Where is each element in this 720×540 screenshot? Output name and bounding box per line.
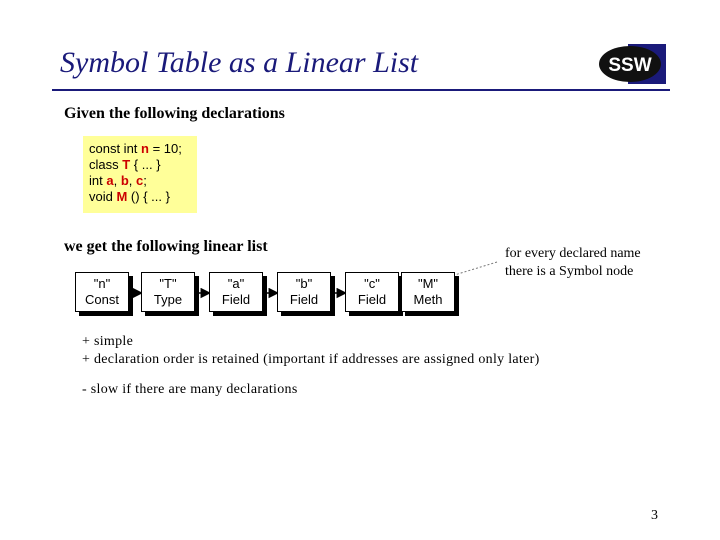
declaration-line: const int n = 10; — [89, 141, 182, 156]
pro-item: + declaration order is retained (important if addresses are assigned only later) — [82, 352, 540, 367]
logo-text: SSW — [608, 55, 652, 76]
con-item: - slow if there are many declarations — [82, 382, 298, 397]
pro-item: + simple — [82, 334, 134, 349]
pros-list — [82, 333, 540, 369]
page-number: 3 — [651, 508, 658, 523]
symbol-node: "a" Field — [209, 272, 263, 312]
note-pointer — [448, 262, 497, 277]
declaration-line: class T { ... } — [89, 157, 161, 172]
symbol-node: "b" Field — [277, 272, 331, 312]
cons-list — [82, 381, 298, 399]
symbol-node: "c" Field — [345, 272, 399, 312]
symbol-node: "M" Meth — [401, 272, 455, 312]
symbol-node: "n" Const — [75, 272, 129, 312]
symbol-node: "T" Type — [141, 272, 195, 312]
slide-title: Symbol Table as a Linear List — [60, 46, 419, 79]
declaration-line: void M () { ... } — [89, 189, 170, 204]
list-heading: we get the following linear list — [64, 238, 268, 255]
declaration-line: int a, b, c; — [89, 173, 147, 188]
symbol-node-note: for every declared name there is a Symbol node — [505, 246, 641, 279]
intro-heading: Given the following declarations — [64, 105, 285, 122]
